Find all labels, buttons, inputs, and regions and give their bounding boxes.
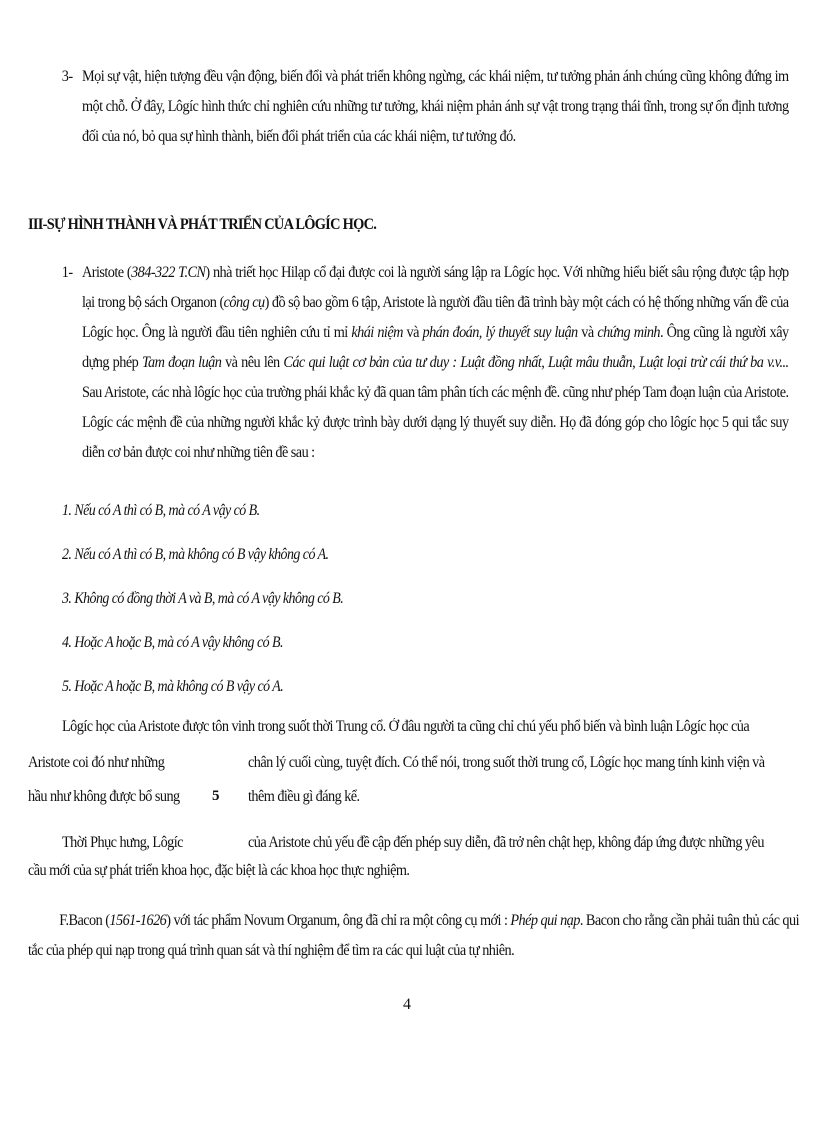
trung-co-line-2-right: chân lý cuối cùng, tuyệt đích. Có thể nói, trong suốt thời trung cổ, Lôgíc học mang tính kinh viện và: [248, 754, 765, 771]
text-run: Aristote (: [82, 264, 132, 281]
text-run: F.Bacon (: [59, 912, 110, 929]
rule-1: 1. Nếu có A thì có B, mà có A vậy có B.: [62, 502, 260, 519]
italic-run: Các qui luật cơ bản của tư duy : Luật đồng nhất, Luật mâu thuẫn, Luật loại trừ cái thứ ba v.v...: [283, 354, 789, 371]
trung-co-line-3-left: hầu như không được bổ sung: [28, 788, 180, 805]
item-3-paragraph: [61, 62, 789, 152]
trung-co-line-3-right: thêm điều gì đáng kể.: [248, 788, 360, 805]
text-run: . Ông cũng là người xây dựng phép: [82, 324, 789, 371]
italic-run: 1561-1626: [109, 912, 167, 929]
italic-run: khái niệm: [351, 324, 403, 341]
text-run: ) với tác phẩm Novum Organum, ông đã chỉ ra một công cụ mới :: [166, 912, 511, 929]
text-run: Sau Aristote, các nhà lôgíc học của trường phái khắc kỷ đã quan tâm phân tích các mệnh đề. cũng như phép Tam đoạn luận của Aristote. Lôgíc các mệnh đề của những người khắc kỷ được trình bày dưới dạng lý thuyết suy diễn. Họ đã đóng góp cho lôgíc học 5 qui tắc suy diễn cơ bản được coi như những tiên đề sau :: [82, 384, 789, 461]
item-number: 3-: [61, 68, 73, 85]
text-run: ) nhà triết học Hilạp cổ đại được coi là người sáng lập ra Lôgíc học. Với những hiểu biết sâu rộng được tập hợp lại trong bộ sách Organon (: [82, 264, 789, 311]
rule-3: 3. Không có đồng thời A và B, mà có A vậy không có B.: [62, 590, 344, 607]
text-run: . Bacon cho rằng cần phải tuân thủ các qui tắc của phép qui nạp trong quá trình quan sát và thí nghiệm để tìm ra các qui luật của tự nhiên.: [28, 912, 799, 959]
section-heading: III-SỰ HÌNH THÀNH VÀ PHÁT TRIỂN CỦA LÔGÍC HỌC.: [28, 216, 377, 233]
item-3-text: Mọi sự vật, hiện tượng đều vận động, biến đổi và phát triển không ngừng, các khái niệm, tư tưởng phản ánh chúng cũng không đứng im một chỗ. Ở đây, Lôgíc hình thức chỉ nghiên cứu những tư tưởng, khái niệm phản ánh sự vật trong trạng thái tĩnh, trong sự ổn định tương đối của nó, bỏ qua sự hình thành, biến đổi phát triển của các khái niệm, tư tưởng đó.: [82, 68, 789, 145]
text-run: và nêu lên: [221, 354, 284, 371]
phuc-hung-line-1-right: của Aristote chủ yếu đề cập đến phép suy diễn, đã trở nên chật hẹp, không đáp ứng được những yêu: [248, 834, 764, 851]
text-run: ) đồ sộ bao gồm 6 tập, Aristote là người đầu tiên đã trình bày một cách có hệ thống những vấn đề của Lôgíc học. Ông là người đầu tiên nghiên cứu tỉ mỉ: [82, 294, 789, 341]
rule-2: 2. Nếu có A thì có B, mà không có B vậy không có A.: [62, 546, 329, 563]
text-run: và: [402, 324, 423, 341]
bacon-paragraph: [28, 906, 799, 966]
page-number: 4: [403, 996, 411, 1013]
text-run: và: [577, 324, 598, 341]
italic-run: 384-322 T.CN: [131, 264, 206, 281]
italic-run: Tam đoạn luận: [141, 354, 222, 371]
rule-4: 4. Hoặc A hoặc B, mà có A vậy không có B.: [62, 634, 283, 651]
item-number: 1-: [61, 264, 73, 281]
italic-run: phán đoán, lý thuyết suy luận: [422, 324, 578, 341]
italic-run: chứng minh: [597, 324, 661, 341]
trung-co-line-2-left: Aristote coi đó như những: [28, 754, 165, 771]
phuc-hung-line-1-left: Thời Phục hưng, Lôgíc: [62, 834, 183, 851]
trung-co-line-1: Lôgíc học của Aristote được tôn vinh trong suốt thời Trung cổ. Ở đâu người ta cũng chỉ chú yếu phổ biến và bình luận Lôgíc học của: [62, 718, 750, 735]
phuc-hung-line-2: cầu mới của sự phát triển khoa học, đặc biệt là các khoa học thực nghiệm.: [28, 862, 410, 879]
italic-run: công cụ: [223, 294, 265, 311]
stray-page-number: 5: [212, 788, 220, 804]
italic-run: Phép qui nạp: [510, 912, 580, 929]
item-1-paragraph: [61, 258, 789, 468]
rule-5: 5. Hoặc A hoặc B, mà không có B vậy có A.: [62, 678, 284, 695]
